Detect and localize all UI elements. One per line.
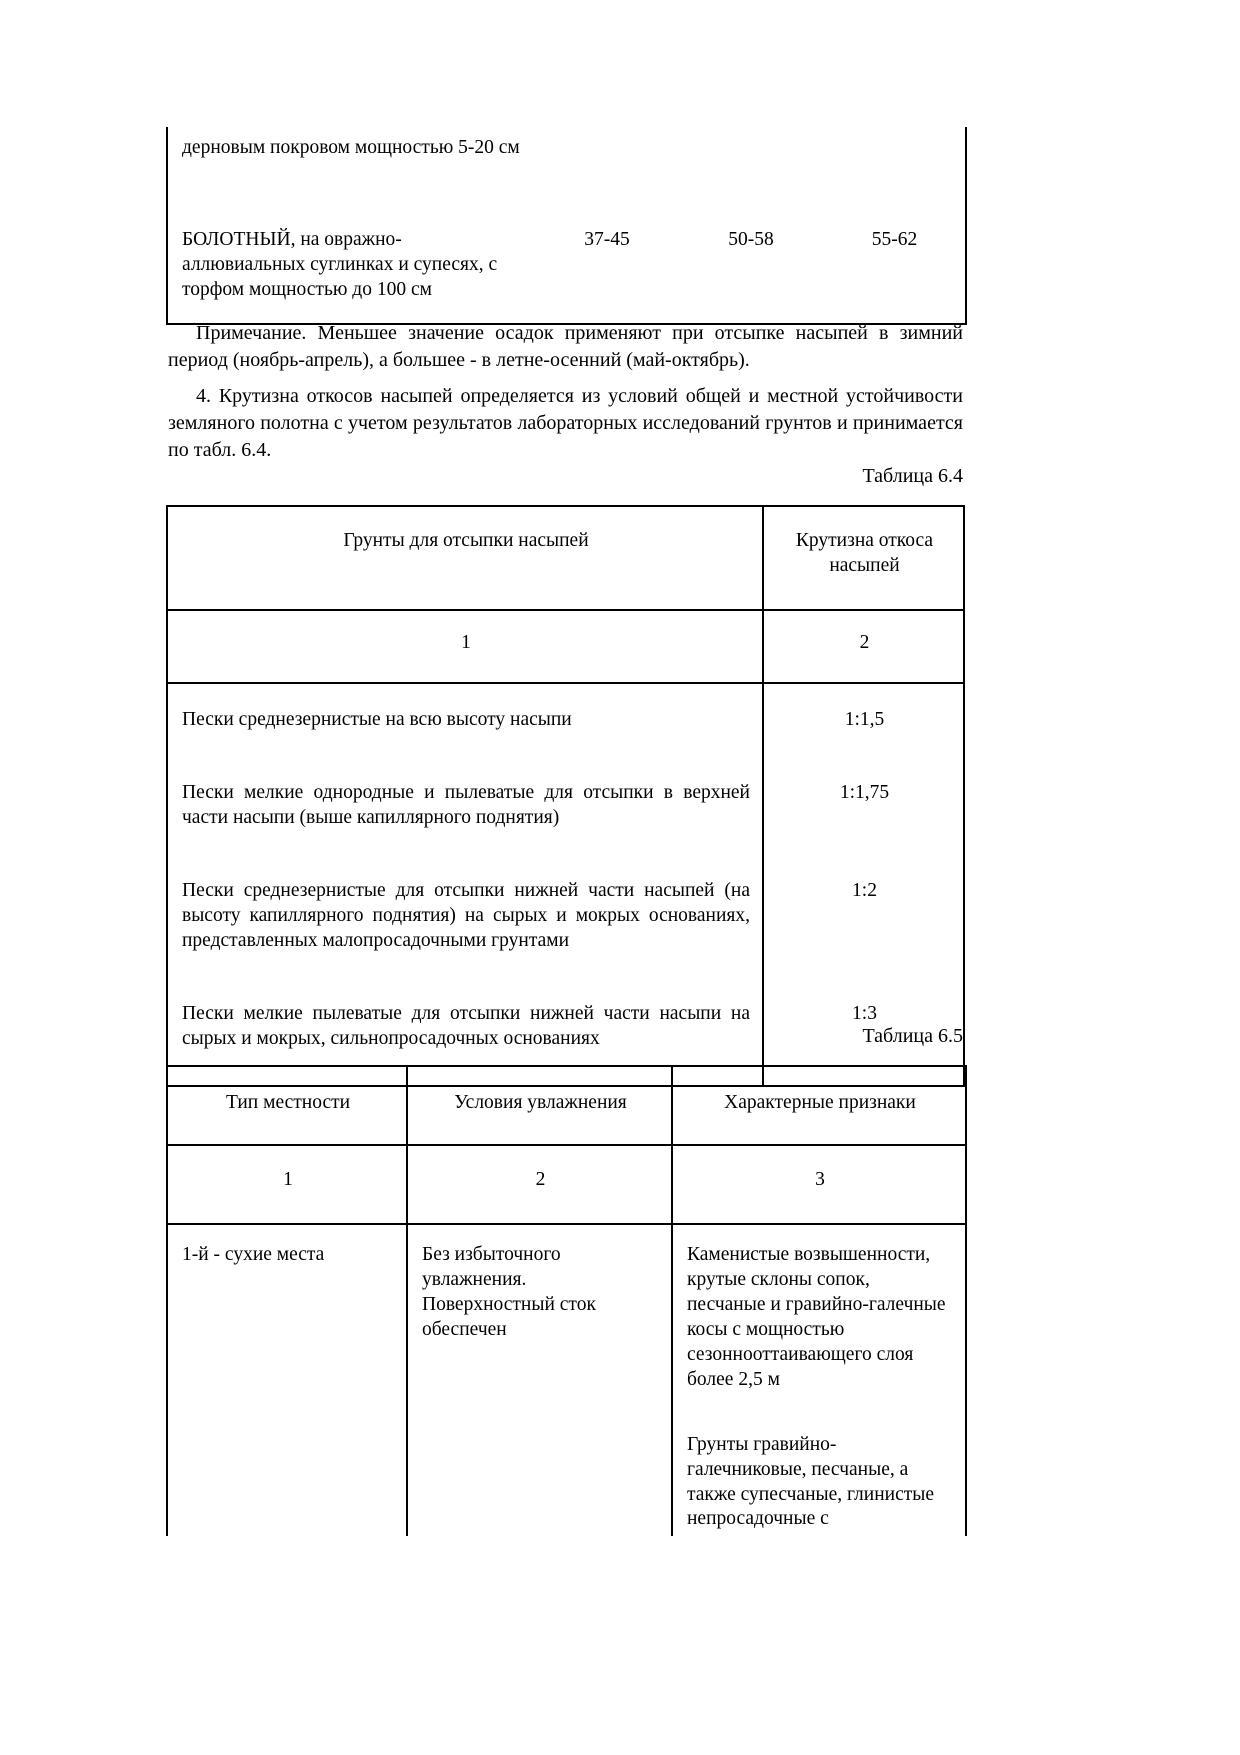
soil-name-text: дерновым покровом мощностью 5-20 см [182, 137, 520, 158]
slope-cell [763, 855, 964, 978]
table-row [167, 1224, 966, 1537]
table-row [167, 127, 966, 170]
column-number-text-2: 2 [535, 1168, 546, 1190]
header-cell-terrain [167, 1066, 407, 1145]
table-row [167, 170, 966, 324]
header-cell-moisture [407, 1066, 672, 1145]
value-text-1: 37-45 [584, 228, 630, 250]
clause-4-paragraph: 4. Крутизна откосов насыпей определяется из условий общей и местной устойчивости земляного полотна с учетом результатов лабораторных исследований грунтов и принимается по табл. 6.4. [168, 385, 963, 461]
features-cell [672, 1224, 966, 1537]
soil-cell [167, 855, 763, 978]
value-cell-1 [534, 170, 678, 324]
column-number-text-1: 1 [283, 1168, 293, 1190]
table-65-caption: Таблица 6.5 [862, 1025, 963, 1047]
moisture-cell [407, 1224, 672, 1537]
value-text-2 [678, 127, 822, 145]
soil-text: Пески среднезернистые для отсыпки нижней части насыпей (на высоту капиллярного поднятия) на сырых и мокрых основаниях, представленных малопросадочными грунтами [182, 879, 750, 951]
note-paragraph: Примечание. Меньшее значение осадок применяют при отсыпке насыпей в зимний период (ноябрь-апрель), а большее - в летне-осенний (май-октябрь). [168, 322, 963, 371]
soil-cell [167, 757, 763, 855]
soil-name-cell [167, 170, 534, 324]
column-number-text-3: 3 [815, 1168, 825, 1190]
slope-text: 1:1,5 [844, 708, 885, 730]
header-cell-soils [167, 506, 763, 610]
header-cell-slope [763, 506, 964, 610]
header-text-soils: Грунты для отсыпки насыпей [343, 530, 589, 551]
header-text-terrain: Тип местности [225, 1092, 351, 1113]
value-cell-1 [534, 127, 678, 170]
header-text-moisture: Условия увлажнения [454, 1092, 627, 1113]
value-cell-2 [678, 127, 822, 170]
column-number-cell-3 [672, 1145, 966, 1224]
column-number-cell-2 [763, 610, 964, 683]
value-text-3: 55-62 [871, 228, 918, 250]
features-text-2: Грунты гравийно-галечниковые, песчаные, а также супесчаные, глинистые непросадочные с [687, 1433, 935, 1530]
features-block [673, 1225, 965, 1537]
slope-cell [763, 683, 964, 757]
table-row [167, 683, 964, 757]
slope-text: 1:2 [852, 879, 877, 901]
terrain-type-text: 1-й - сухие места [182, 1243, 325, 1265]
moisture-text: Без избыточного увлажнения. Поверхностный сток обеспечен [422, 1243, 596, 1340]
soil-cell [167, 683, 763, 757]
table-63-fragment [166, 127, 967, 325]
value-cell-3 [822, 170, 966, 324]
slope-cell [763, 757, 964, 855]
header-cell-features [672, 1066, 966, 1145]
value-text-1 [534, 127, 678, 145]
soil-text: Пески мелкие однородные и пылеватые для отсыпки в верхней части насыпи (выше капиллярного поднятия) [182, 781, 750, 828]
column-number-cell-1 [167, 1145, 407, 1224]
column-number-cell-2 [407, 1145, 672, 1224]
value-text-2: 50-58 [728, 228, 774, 250]
features-text-1: Каменистые возвышенности, крутые склоны сопок, песчаные и гравийно-галечные косы с мощностью сезоннооттаивающего слоя более 2,5 м [687, 1243, 946, 1390]
slope-text: 1:1,75 [839, 781, 890, 803]
column-number-text-2: 2 [859, 631, 870, 653]
soil-name-text: БОЛОТНЫЙ, на овражно-аллювиальных суглинках и супесях, с торфом мощностью до 100 см [182, 228, 498, 300]
header-text-features: Характерные признаки [724, 1092, 916, 1113]
table-65 [166, 1065, 967, 1536]
column-number-text-1: 1 [461, 631, 471, 653]
slope-text: 1:3 [852, 1002, 877, 1024]
table-header-row [167, 1066, 966, 1145]
value-cell-2 [678, 170, 822, 324]
terrain-type-cell [167, 1224, 407, 1537]
table-row [167, 855, 964, 978]
table-row [167, 757, 964, 855]
table-64-caption: Таблица 6.4 [862, 465, 963, 487]
table-64 [166, 505, 965, 1087]
soil-name-cell [167, 127, 534, 170]
soil-text: Пески мелкие пылеватые для отсыпки нижней части насыпи на сырых и мокрых, сильнопросадочных основаниях [182, 1002, 750, 1049]
column-number-cell-1 [167, 610, 763, 683]
header-text-slope: Крутизна откоса насыпей [795, 530, 934, 576]
value-cell-3 [822, 127, 966, 170]
table-column-number-row [167, 610, 964, 683]
table-column-number-row [167, 1145, 966, 1224]
value-text-3 [822, 127, 965, 145]
soil-text: Пески среднезернистые на всю высоту насыпи [182, 708, 572, 730]
table-header-row [167, 506, 964, 610]
